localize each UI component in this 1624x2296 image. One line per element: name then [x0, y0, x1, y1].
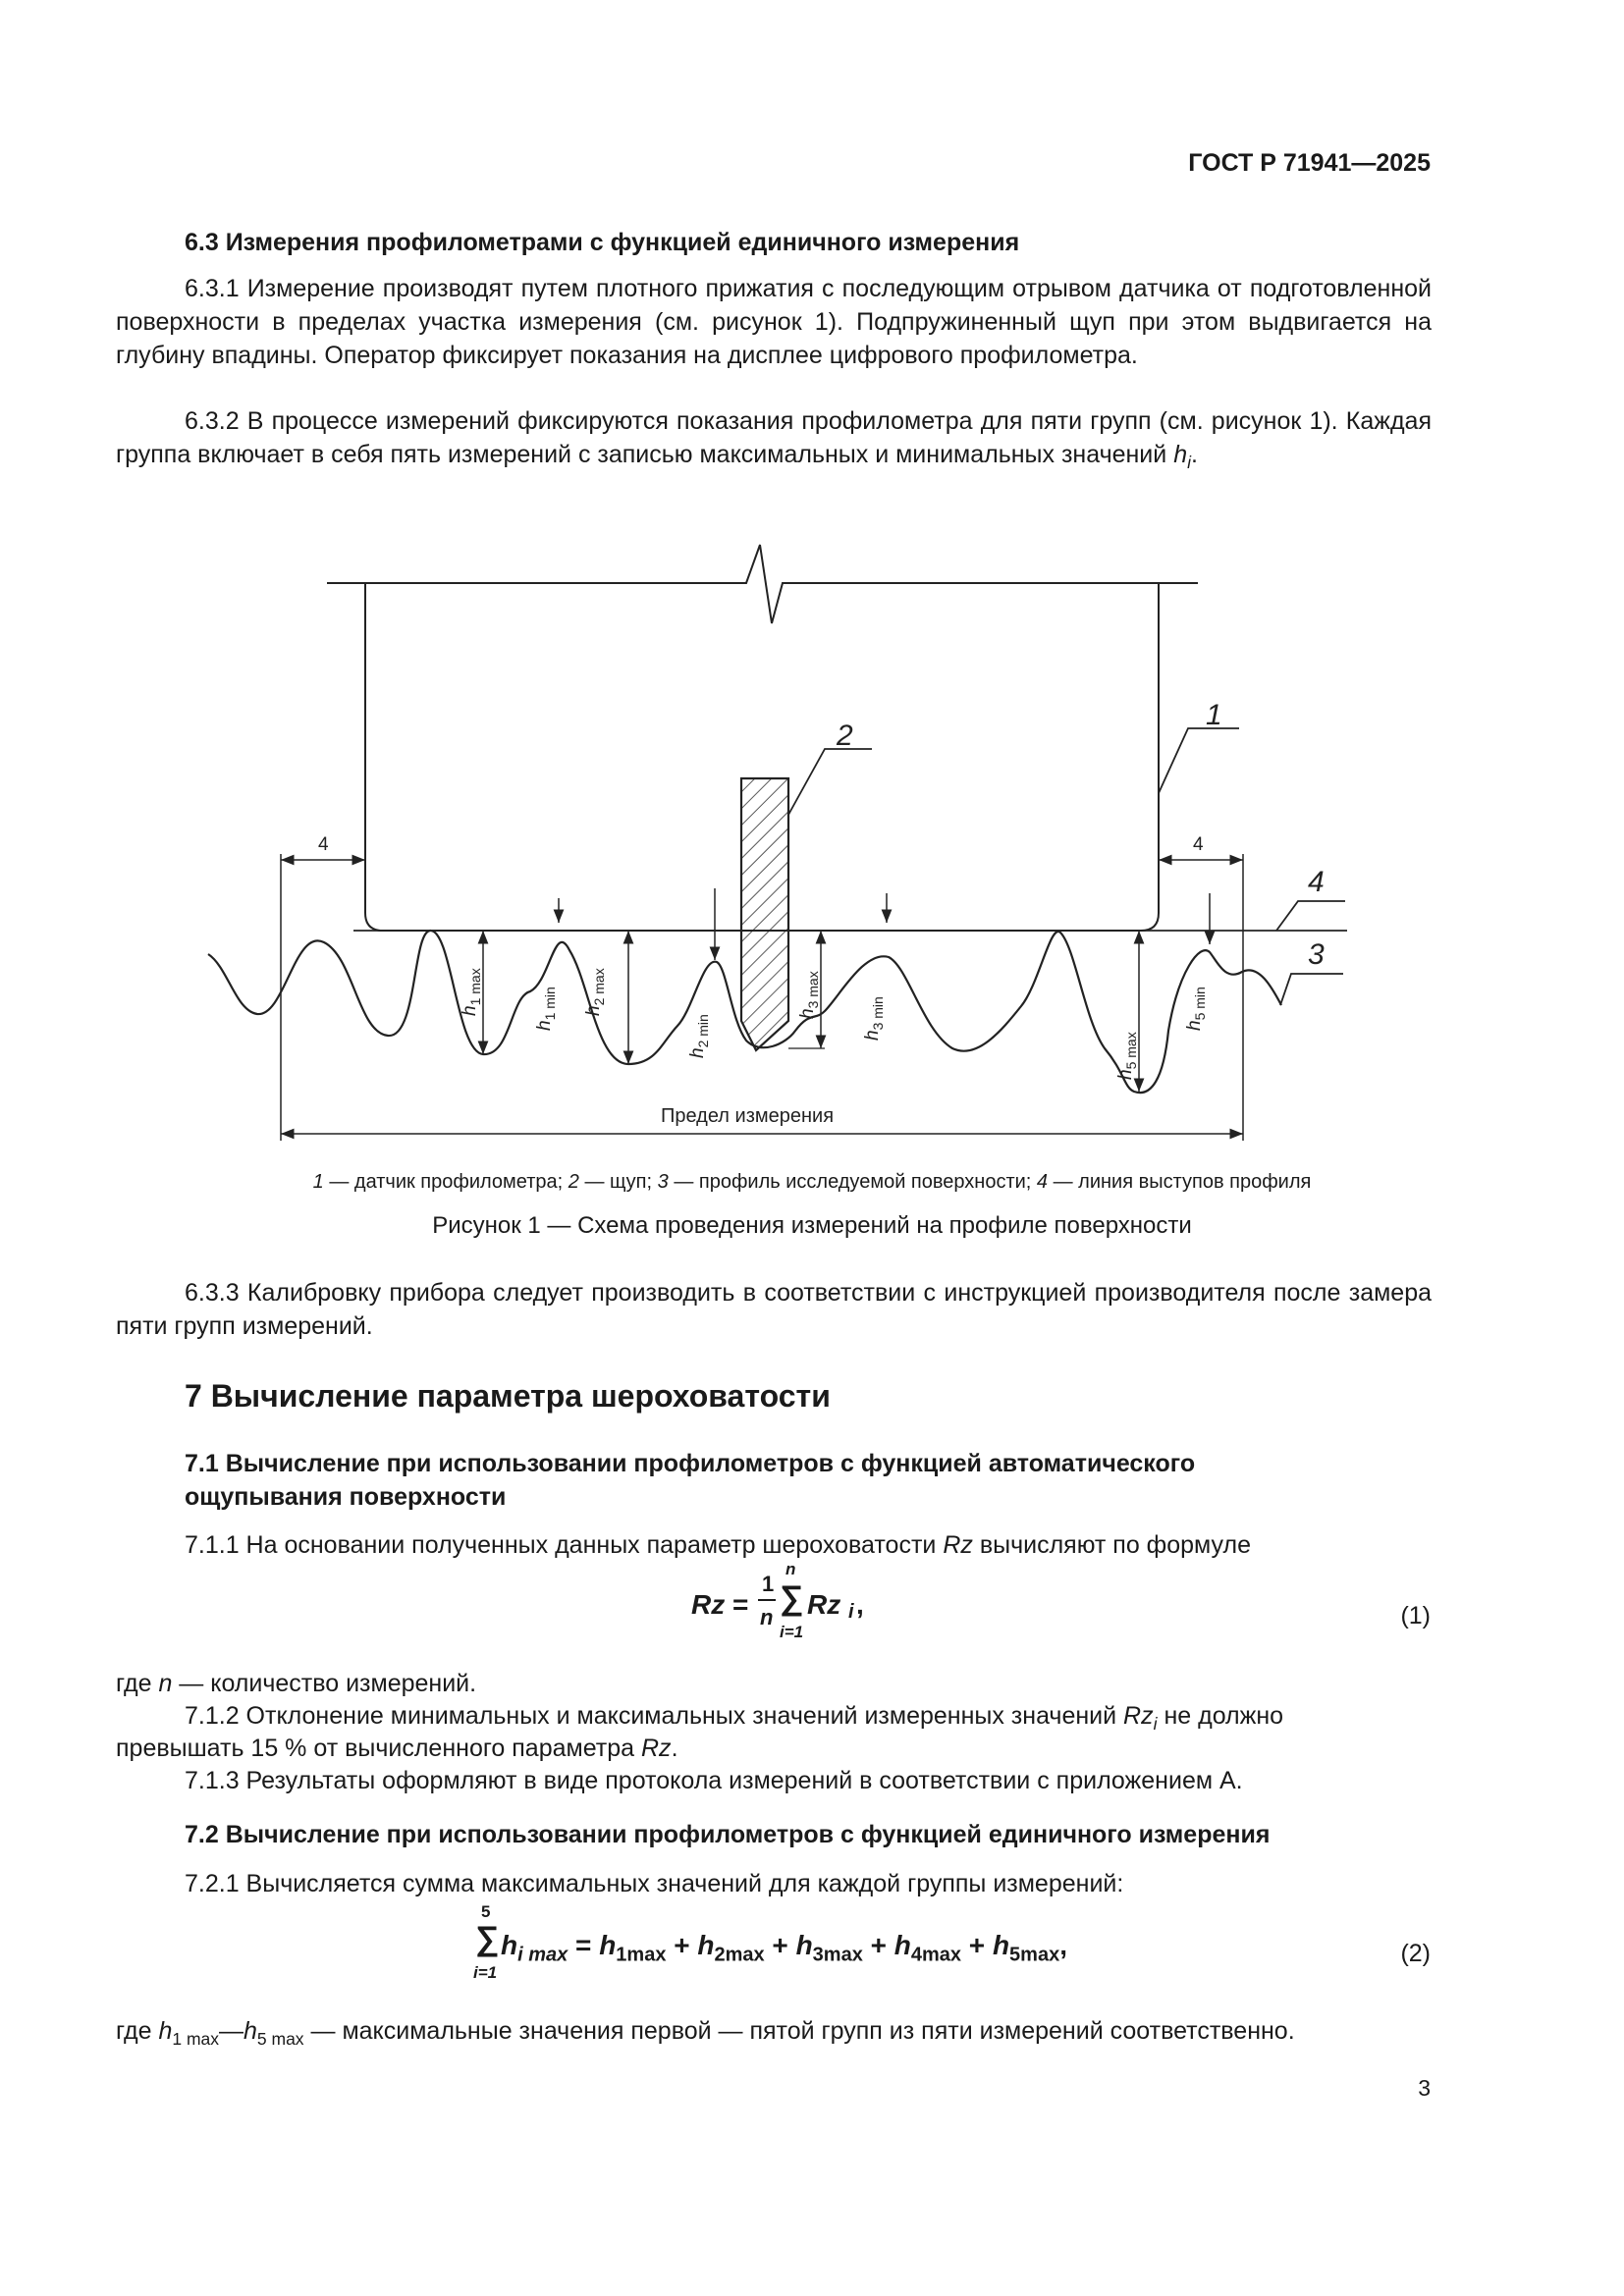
- formula2-plus-3: +: [862, 1930, 894, 1960]
- formula2-eq: =: [568, 1930, 600, 1960]
- formula2-body: [501, 1930, 1067, 1967]
- stylus: [741, 778, 788, 1050]
- formula2-t2: h: [697, 1930, 715, 1960]
- label-3: 3: [1308, 938, 1325, 971]
- formula2-t5: h: [992, 1930, 1010, 1960]
- section-7-1-heading-line2: ощупывания поверхности: [185, 1483, 507, 1511]
- label-1: 1: [1206, 699, 1222, 731]
- leader-2: [788, 749, 872, 815]
- formula1-sum-bottom: i=1: [780, 1623, 804, 1641]
- where2-v2: h: [244, 2017, 257, 2045]
- var-h: h: [1173, 441, 1188, 468]
- formula2-sum-top: 5: [481, 1902, 491, 1921]
- formula1-term: Rz: [807, 1589, 841, 1620]
- gap-right-label: 4: [1193, 834, 1204, 855]
- formula2-t3: h: [795, 1930, 813, 1960]
- figure-legend: [0, 1171, 1624, 1194]
- legend-num-3: 3: [657, 1171, 669, 1193]
- label-h3max: [797, 971, 821, 1019]
- formula2-lhs-sub: i max: [517, 1944, 568, 1966]
- label-h5max-h: h: [1115, 1069, 1136, 1080]
- formula2-plus-2: +: [764, 1930, 796, 1960]
- paragraph-7-1-3: 7.1.3 Результаты оформляют в виде протокола измерений в соответствии с приложением А.: [185, 1767, 1243, 1794]
- leader-3: [1280, 974, 1343, 1005]
- sigma-icon: ∑: [780, 1579, 804, 1617]
- legend-text-3: — профиль исследуемой поверхности;: [668, 1171, 1037, 1193]
- formula2-lhs-var: h: [501, 1930, 518, 1960]
- where2-dash: —: [219, 2017, 244, 2045]
- gap-left-label: 4: [318, 834, 329, 855]
- equation-number-1: (1): [1400, 1602, 1431, 1629]
- leader-4: [1276, 901, 1345, 931]
- formula2-sum-bottom: i=1: [473, 1963, 498, 1982]
- leader-1: [1159, 728, 1239, 793]
- label-2: 2: [837, 720, 853, 752]
- where1-var: n: [158, 1670, 173, 1697]
- where1-a: где: [116, 1670, 159, 1697]
- label-h2min-h: h: [687, 1047, 708, 1058]
- formula2-comma: ,: [1059, 1930, 1067, 1960]
- formula1-frac-den: n: [760, 1605, 774, 1629]
- paragraph-6-3-2-text: 6.3.2 В процессе измерений фиксируются показания профилометра для пяти групп (см. рисунок 1). Каждая группа включает в себя пять измерений с записью максимальных и минимальных значений: [116, 407, 1432, 468]
- formula2-t2-sub: 2max: [714, 1944, 765, 1966]
- p712-sub: i: [1153, 1714, 1158, 1734]
- label-h3min-sub: 3 min: [870, 996, 886, 1031]
- paragraph-6-3-3: 6.3.3 Калибровку прибора следует производить в соответствии с инструкцией производителя после замера пяти групп измерений.: [116, 1279, 1432, 1340]
- formula2-t5-sub: 5max: [1009, 1944, 1060, 1966]
- label-h1min-h: h: [534, 1020, 555, 1031]
- where1-b: — количество измерений.: [172, 1670, 477, 1697]
- equation-number-2: (2): [1400, 1940, 1431, 1967]
- legend-text-1: — датчик профилометра;: [323, 1171, 568, 1193]
- formula-1: [691, 1560, 986, 1644]
- section-6-3-heading: 6.3 Измерения профилометрами с функцией единичного измерения: [185, 229, 1020, 256]
- label-h3max-h: h: [797, 1008, 818, 1019]
- formula2-plus-1: +: [666, 1930, 698, 1960]
- formula2-plus-4: +: [961, 1930, 993, 1960]
- label-h1max-sub: 1 max: [467, 968, 483, 1006]
- label-h3min-h: h: [862, 1030, 883, 1041]
- range-label: Предел измерения: [661, 1105, 835, 1127]
- formula1-term-sub: i: [848, 1601, 854, 1623]
- formula1-lhs: Rz: [691, 1589, 726, 1620]
- page-number: 3: [1418, 2075, 1431, 2101]
- paragraph-6-3-2-end: .: [1190, 441, 1198, 468]
- formula1-frac-bar: [758, 1599, 776, 1601]
- formula1-sum-top: n: [785, 1560, 796, 1578]
- figure-caption: Рисунок 1 — Схема проведения измерений на профиле поверхности: [432, 1212, 1192, 1239]
- p712-var: Rz: [1123, 1702, 1154, 1730]
- label-h2max-sub: 2 max: [591, 968, 607, 1006]
- label-h5min-sub: 5 min: [1192, 987, 1208, 1021]
- formula1-frac-num: 1: [762, 1572, 775, 1596]
- label-h3min: [862, 996, 886, 1041]
- label-h2max-h: h: [583, 1005, 604, 1016]
- formula-2: [471, 1902, 1100, 1989]
- document-id: ГОСТ Р 71941—2025: [1188, 149, 1431, 177]
- where2-a: где: [116, 2017, 159, 2045]
- where-2: [116, 2014, 1432, 2056]
- section-7-1-heading-line1: 7.1 Вычисление при использовании профилометров с функцией автоматического: [185, 1450, 1196, 1477]
- formula2-t1: h: [599, 1930, 617, 1960]
- label-h1max-h: h: [460, 1005, 480, 1016]
- where2-s2: 5 max: [256, 2029, 304, 2049]
- p712-b: не должно: [1157, 1702, 1284, 1730]
- formula2-t1-sub: 1max: [616, 1944, 667, 1966]
- p712-a: 7.1.2 Отклонение минимальных и максимальных значений измеренных значений: [185, 1702, 1124, 1730]
- p711-text: 7.1.1 На основании полученных данных параметр шероховатости: [185, 1531, 944, 1559]
- label-4: 4: [1308, 866, 1325, 898]
- p712-line2-a: превышать 15 % от вычисленного параметра: [116, 1735, 641, 1762]
- p712-line2-var: Rz: [641, 1735, 672, 1762]
- paragraph-7-2-1: 7.2.1 Вычисляется сумма максимальных значений для каждой группы измерений:: [185, 1870, 1124, 1897]
- legend-text-4: — линия выступов профиля: [1048, 1171, 1312, 1193]
- p711-end: вычисляют по формуле: [972, 1531, 1251, 1559]
- section-7-2-heading: 7.2 Вычисление при использовании профилометров с функцией единичного измерения: [185, 1821, 1271, 1848]
- formula1-comma: ,: [856, 1589, 864, 1620]
- label-h5min-h: h: [1184, 1020, 1205, 1031]
- label-h5min: [1184, 987, 1208, 1031]
- label-h1min: [534, 987, 558, 1031]
- label-h3max-sub: 3 max: [805, 971, 821, 1009]
- legend-text-2: — щуп;: [578, 1171, 658, 1193]
- paragraph-6-3-1: 6.3.1 Измерение производят путем плотного прижатия с последующим отрывом датчика от подготовленной поверхности в пределах участка измерения (см. рисунок 1). Подпружиненный щуп при этом выдвигается на глубину впадины. Оператор фиксирует показания на дисплее цифрового профилометра.: [116, 275, 1432, 369]
- legend-num-2: 2: [568, 1171, 579, 1193]
- label-h2min: [687, 1014, 711, 1058]
- p711-var: Rz: [943, 1531, 973, 1559]
- legend-num-4: 4: [1036, 1171, 1049, 1193]
- where2-s1: 1 max: [172, 2029, 219, 2049]
- p712-line2-b: .: [671, 1735, 678, 1762]
- where2-b: — максимальные значения первой — пятой групп из пяти измерений соответственно.: [303, 2017, 1295, 2045]
- formula1-eq: =: [732, 1589, 749, 1620]
- label-h5max-sub: 5 max: [1123, 1032, 1139, 1070]
- formula2-t4: h: [893, 1930, 911, 1960]
- label-h1min-sub: 1 min: [542, 987, 558, 1021]
- paragraph-7-1-1: [185, 1528, 1500, 1562]
- label-h5max: [1115, 1032, 1139, 1080]
- label-h2min-sub: 2 min: [695, 1014, 711, 1048]
- section-7-heading: 7 Вычисление параметра шероховатости: [185, 1378, 831, 1414]
- sensor-body: [327, 545, 1198, 623]
- sigma-icon: ∑: [475, 1920, 500, 1957]
- where2-v1: h: [158, 2017, 173, 2045]
- label-h1max: [460, 968, 483, 1016]
- formula2-t3-sub: 3max: [812, 1944, 863, 1966]
- sub-i: i: [1187, 453, 1191, 472]
- paragraph-7-1-2-line2: [116, 1732, 1432, 1765]
- where-1: [116, 1667, 1432, 1700]
- legend-num-1: 1: [312, 1171, 324, 1193]
- formula2-t4-sub: 4max: [910, 1944, 962, 1966]
